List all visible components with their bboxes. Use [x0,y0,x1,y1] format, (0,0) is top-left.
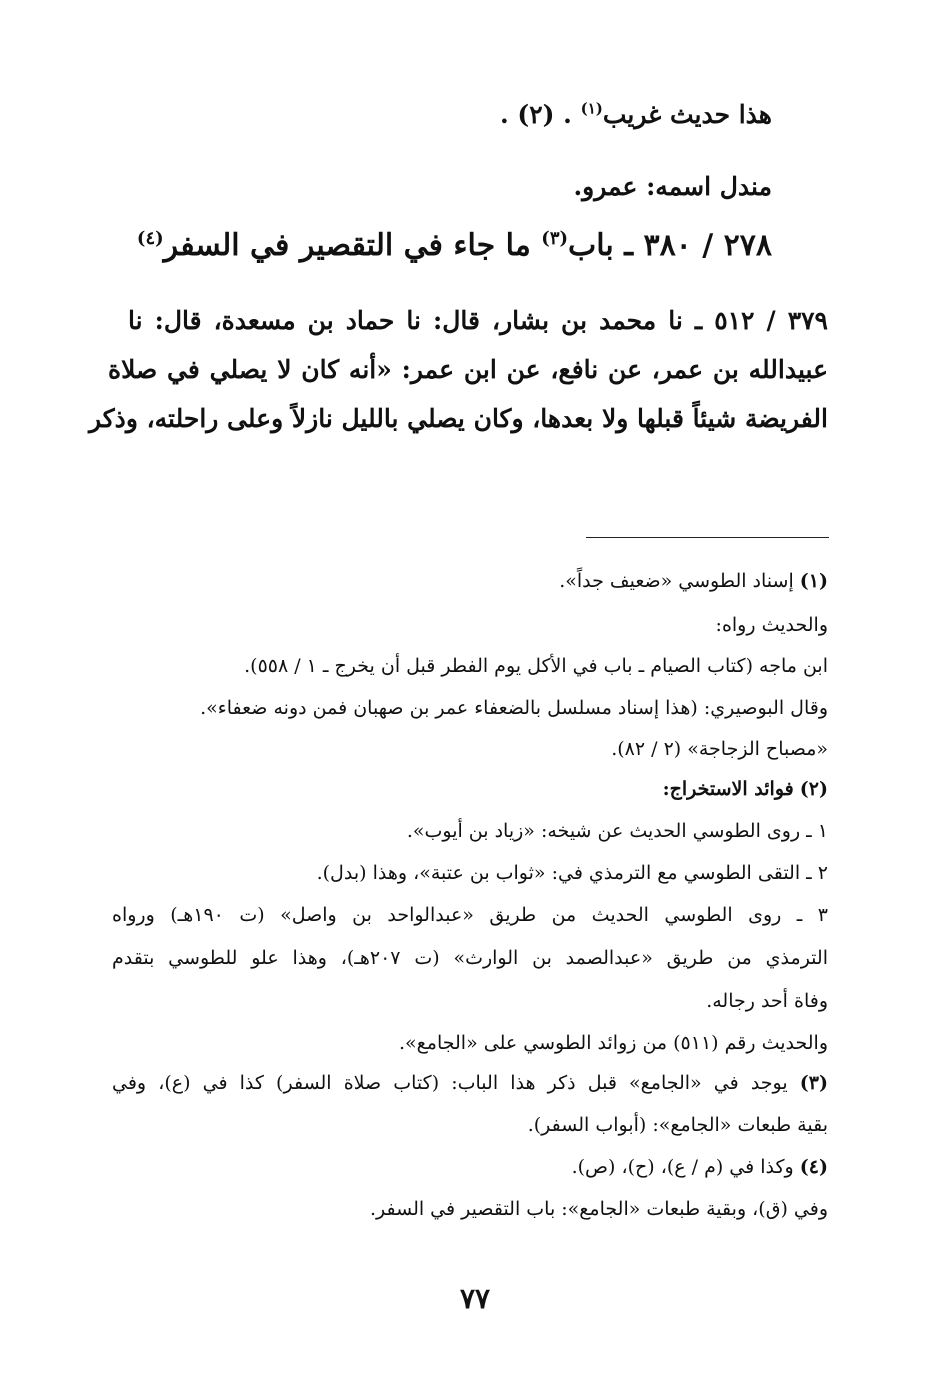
footnote-3-line-2 [528,1114,828,1136]
footnote-2-line-5 [112,947,828,969]
footnote-text: ٣ ـ روى الطوسي الحديث من طريق «عبدالواحد بن واصل» (ت ١٩٠هـ) ورواه [112,904,828,926]
footnote-text: ١ ـ روى الطوسي الحديث عن شيخه: «زياد بن أيوب». [406,820,828,842]
footnote-1-line-5 [611,738,828,760]
footnote-text: «مصباح الزجاجة» (٢ / ٨٢). [611,738,828,760]
page-number: ٧٧ [459,1282,491,1315]
chapter-heading [137,228,772,263]
chapter-heading-number: ٢٧٨ / ٣٨٠ ـ باب [568,228,772,263]
body-line-1-text: هذا حديث غريب [602,100,772,129]
hadith-line-2: عبيدالله بن عمر، عن نافع، عن ابن عمر: «أنه كان لا يصلي في صلاة [108,355,828,384]
footnote-text: والحديث رقم (٥١١) من زوائد الطوسي على «الجامع». [399,1032,828,1054]
footnote-2 [663,778,828,800]
footnote-number: (٤) [799,1156,828,1178]
footnote-1-line-3 [244,655,828,677]
footnote-text: وكذا في (م / ع)، (ح)، (ص). [571,1156,794,1178]
footnote-text: يوجد في «الجامع» قبل ذكر هذا الباب: (كتاب صلاة السفر) كذا في (ع)، وفي [112,1072,788,1094]
footnote-4 [572,1156,828,1178]
body-line-1-after: . (٢) . [499,100,581,129]
body-line-1 [500,100,772,129]
footnote-text: الترمذي من طريق «عبدالصمد بن الوارث» (ت ٢٠٧هـ)، وهذا علو للطوسي بتقدم [112,947,828,969]
footnote-number: (٣) [799,1072,828,1094]
footnote-text: ٢ ـ التقى الطوسي مع الترمذي في: «ثواب بن عتبة»، وهذا (بدل). [316,862,828,884]
footnote-ref-1: (١) [580,99,603,118]
footnote-text: والحديث رواه: [715,614,828,636]
footnote-1-line-4 [200,697,828,719]
footnote-text: وفي (ق)، وبقية طبعات «الجامع»: باب التقصير في السفر. [369,1198,828,1220]
footnote-2-line-6 [706,990,828,1012]
footnote-2-line-3 [317,862,828,884]
footnote-text: وفاة أحد رجاله. [706,990,828,1012]
body-line-2 [573,172,772,201]
footnote-number: (٢) [799,778,828,800]
footnote-2-line-4 [112,904,828,926]
hadith-line-1: ٣٧٩ / ٥١٢ ـ نا محمد بن بشار، قال: نا حماد بن مسعدة، قال: نا [128,306,828,335]
footnote-ref-3: (٣) [541,228,569,249]
footnote-2-line-7 [399,1032,828,1054]
footnote-text: وقال البوصيري: (هذا إسناد مسلسل بالضعفاء عمر بن صهبان فمن دونه ضعفاء». [200,697,828,719]
footnote-text: فوائد الاستخراج: [662,778,794,800]
body-line-2-text: مندل اسمه: عمرو. [573,172,772,201]
footnote-text: إسناد الطوسي «ضعيف جداً». [559,570,794,592]
footnote-text: بقية طبعات «الجامع»: (أبواب السفر). [527,1114,828,1136]
footnote-number: (١) [799,570,828,592]
footnote-2-line-2 [407,820,828,842]
footnote-text: ابن ماجه (كتاب الصيام ـ باب في الأكل يوم الفطر قبل أن يخرج ـ ١ / ٥٥٨). [244,655,828,677]
hadith-line-3: الفريضة شيئاً قبلها ولا بعدها، وكان يصلي بالليل نازلاً وعلى راحلته، وذكر [88,404,828,433]
footnote-separator [586,537,829,538]
footnote-1-line-2 [716,614,828,636]
chapter-heading-title: ما جاء في التقصير في السفر [163,228,542,263]
footnote-1 [559,570,828,592]
footnote-3 [112,1072,828,1094]
footnote-4-line-2 [370,1198,828,1220]
footnote-ref-4: (٤) [136,228,164,249]
